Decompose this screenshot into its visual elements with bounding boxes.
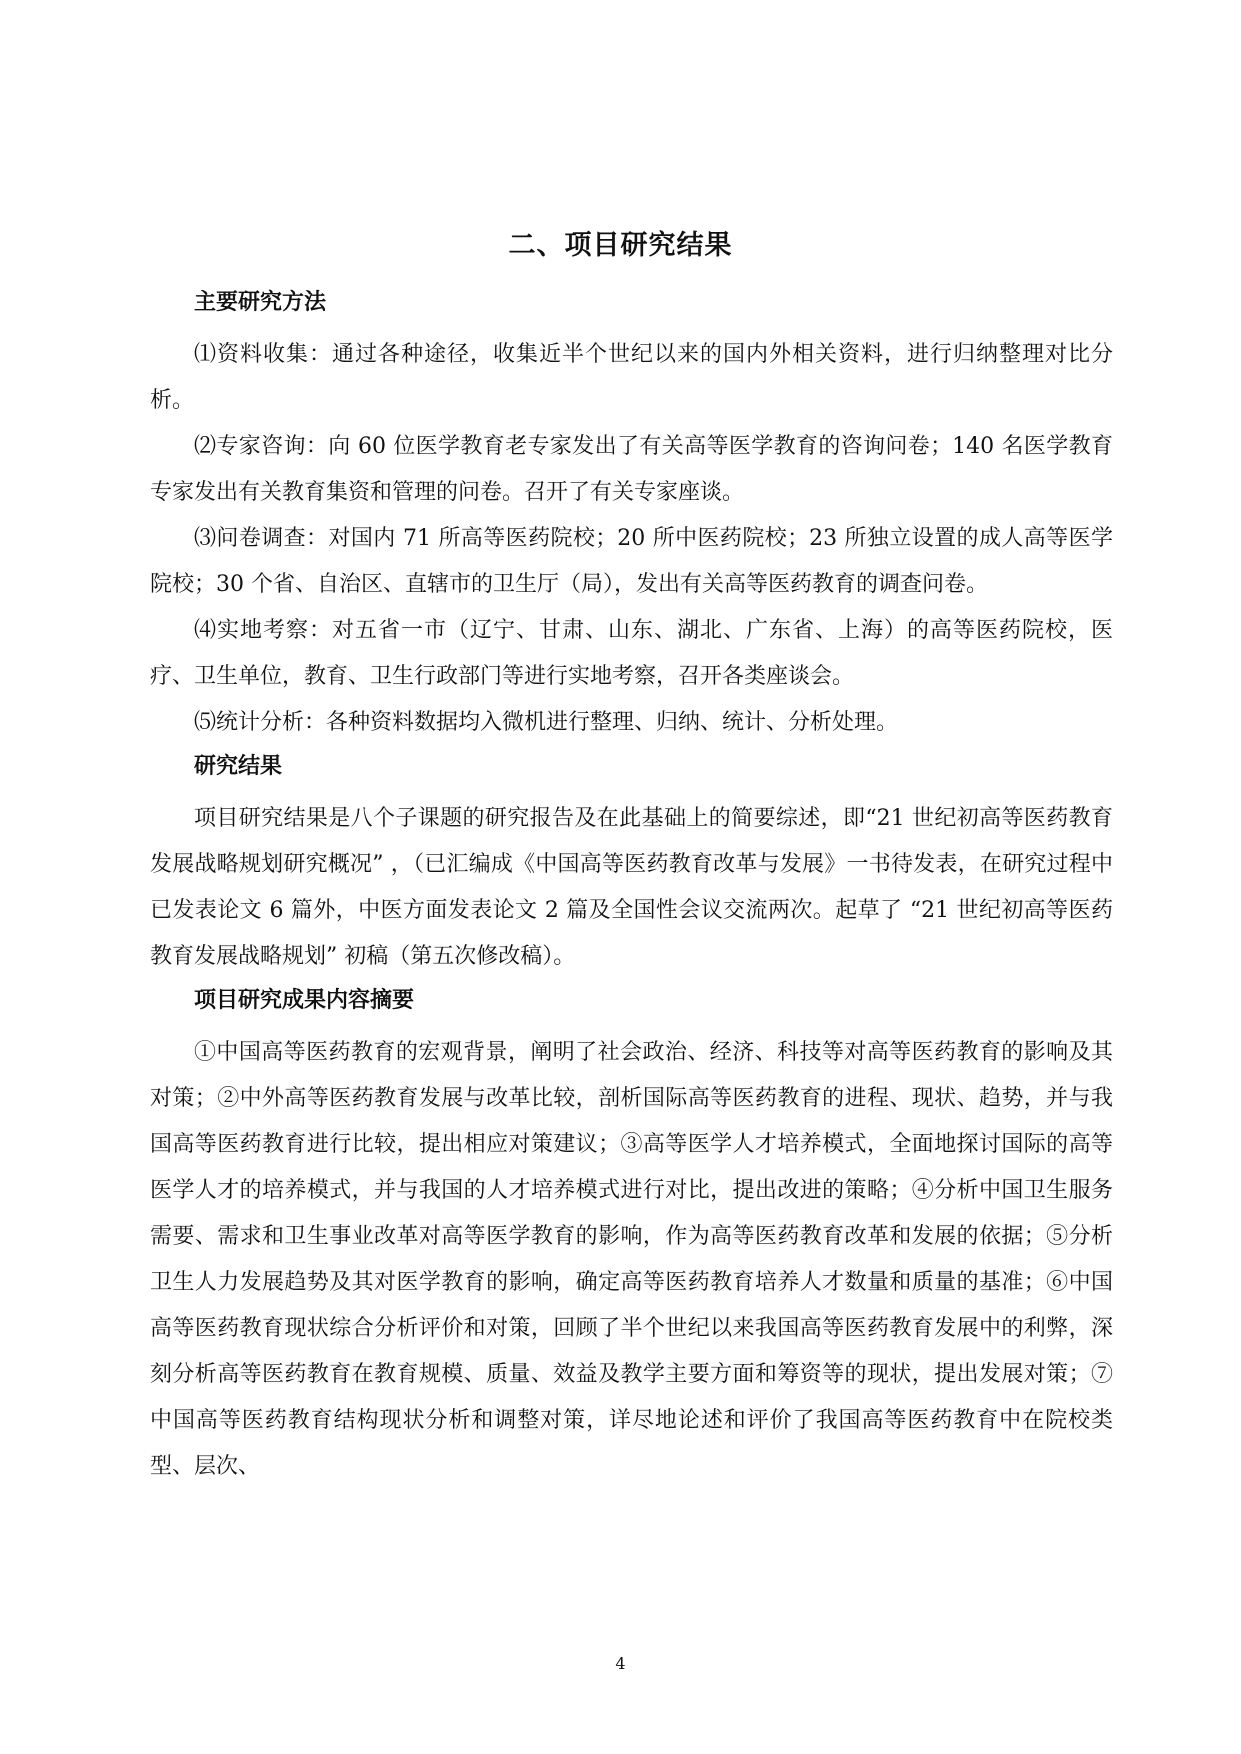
section-heading-results: 研究结果: [194, 753, 283, 779]
paragraph-expert-consultation: ⑵专家咨询：向 60 位医学教育老专家发出了有关高等医学教育的咨询问卷；140 名医学教育专家发出有关教育集资和管理的问卷。召开了有关专家座谈。: [150, 434, 1113, 505]
section-heading-methods: 主要研究方法: [194, 289, 327, 315]
section-heading-summary: 项目研究成果内容摘要: [194, 987, 415, 1013]
paragraph-field-investigation: ⑷实地考察：对五省一市（辽宁、甘肃、山东、湖北、广东省、上海）的高等医药院校，医疗、卫生单位，教育、卫生行政部门等进行实地考察，召开各类座谈会。: [150, 618, 1113, 689]
paragraph-summary: ①中国高等医药教育的宏观背景，阐明了社会政治、经济、科技等对高等医药教育的影响及其对策；②中外高等医药教育发展与改革比较，剖析国际高等医药教育的进程、现状、趋势，并与我国高等医药教育进行比较，提出相应对策建议；③高等医学人才培养模式，全面地探讨国际的高等医学人才的培养模式，并与我国的人才培养模式进行对比，提出改进的策略；④分析中国卫生服务需要、需求和卫生事业改革对高等医学教育的影响，作为高等医药教育改革和发展的依据；⑤分析卫生人力发展趋势及其对医学教育的影响，确定高等医药教育培养人才数量和质量的基准；⑥中国高等医药教育现状综合分析评价和对策，回顾了半个世纪以来我国高等医药教育发展中的利弊，深刻分析高等医药教育在教育规模、质量、效益及教学主要方面和筹资等的现状，提出发展对策；⑦中国高等医药教育结构现状分析和调整对策，详尽地论述和评价了我国高等医药教育中在院校类型、层次、: [150, 1040, 1113, 1479]
page-title: 二、项目研究结果: [508, 230, 733, 261]
page-number: 4: [615, 1654, 626, 1673]
paragraph-data-collection: ⑴资料收集：通过各种途径，收集近半个世纪以来的国内外相关资料，进行归纳整理对比分析。: [150, 342, 1113, 413]
document-body: [150, 286, 1113, 1490]
paragraph-questionnaire-survey: ⑶问卷调查：对国内 71 所高等医药院校；20 所中医药院校；23 所独立设置的成人高等医学院校；30 个省、自治区、直辖市的卫生厅（局），发出有关高等医药教育的调查问卷。: [150, 526, 1113, 597]
paragraph-results: 项目研究结果是八个子课题的研究报告及在此基础上的简要综述，即“21 世纪初高等医药教育发展战略规划研究概况” ，（已汇编成《中国高等医药教育改革与发展》一书待发表，在研究过程中已发表论文 6 篇外，中医方面发表论文 2 篇及全国性会议交流两次。起草了 “21 世纪初高等医药教育发展战略规划” 初稿（第五次修改稿）。: [150, 806, 1113, 969]
paragraph-statistical-analysis: ⑸统计分析：各种资料数据均入微机进行整理、归纳、统计、分析处理。: [194, 710, 899, 735]
